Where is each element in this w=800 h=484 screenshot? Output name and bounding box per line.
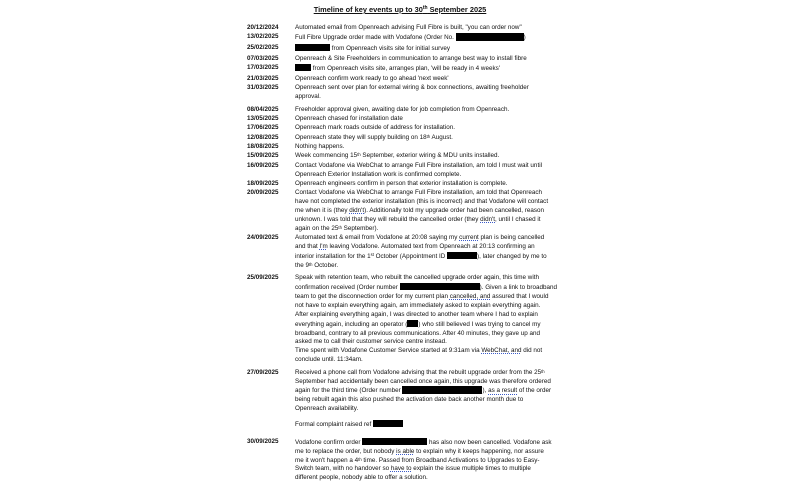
event-description: Openreach chased for installation date [295, 114, 403, 122]
event-description: Week commencing 15th September, exterior wiring & MDU units installed. [295, 152, 500, 160]
event-description: Openreach sent over plan for external wiring & box connections, awaiting freeholder approval. [295, 83, 529, 100]
timeline-row [0, 55, 800, 64]
event-date: 25/09/2025 [247, 274, 279, 282]
event-description: Contact Vodafone via WebChat to arrange Full Fibre installation, am told I must wait until Openreach Exterior Installation work is confirmed complete. [295, 161, 542, 178]
event-date: 21/03/2025 [247, 74, 279, 82]
event-description: from Openreach visits site, arranges plan, 'will be ready in 4 weeks' [295, 64, 550, 74]
event-date: 16/09/2025 [247, 161, 279, 169]
timeline-row [0, 189, 800, 233]
event-date: 07/03/2025 [247, 54, 279, 62]
timeline-row [0, 134, 800, 143]
event-date: 24/09/2025 [247, 234, 279, 241]
event-date: 13/05/2025 [247, 114, 279, 122]
timeline-row [0, 143, 800, 152]
timeline-row [0, 438, 800, 483]
event-description: Received a phone call from Vodafone advising that the rebuilt upgrade order from the 25th September had accidentally been cancelled once again, this upgrade was therefore ordered again for the third time (Order number ), as a result of the order being rebuilt again this also pushed the activation date back another month due to Openreach availability. Formal complaint raised ref [295, 368, 552, 429]
redacted-block [295, 44, 330, 51]
event-date: 18/08/2025 [247, 143, 279, 151]
timeline [0, 24, 800, 484]
timeline-row [0, 75, 800, 84]
event-description: Speak with retention team, who rebuilt the cancelled upgrade order again, this time with confirmation received (Order number ). Given a link to broadband team to get the disconnection order for my current plan cancelled, and assured that I would not have to explain everything again, am immediately asked to explain everything again. After explaining everything again, I was directed to another team where I had to explain everything again, including an operator ( ) who still believed I was trying to cancel my broadband, contrary to all previous communications. After 40 minutes, they gave up and asked me to call their customer service centre instead. Time spent with Vodafone Customer Service started at 9:31am via WebChat, and did not conclude until. 11:34am. [295, 274, 557, 363]
event-date: 13/02/2025 [247, 33, 279, 41]
timeline-row [0, 180, 800, 189]
event-date: 08/04/2025 [247, 105, 279, 113]
event-date: 31/03/2025 [247, 83, 279, 91]
event-date: 18/09/2025 [247, 180, 279, 188]
timeline-row [0, 369, 800, 430]
redacted-block [362, 438, 427, 445]
event-date: 12/08/2025 [247, 133, 279, 141]
event-description: Nothing happens. [295, 143, 345, 151]
event-date: 20/09/2025 [247, 189, 279, 197]
timeline-row [0, 24, 800, 33]
timeline-row [0, 274, 800, 364]
event-description: Contact Vodafone via WebChat to arrange Full Fibre installation, am told that Openreach have not completed the exterior installation (this is incorrect) and that Vodafone will contact me when it is (they didn't). Additionally told my upgrade order had been cancelled, reason unknown. I was told that they will rebuild the cancelled order (they didn't, until I chased it again on the 25th September). [295, 189, 549, 232]
event-date: 17/03/2025 [247, 63, 279, 71]
redacted-block [402, 386, 482, 393]
redacted-block [400, 283, 480, 290]
event-description: Automated text & email from Vodafone at 20:08 saying my current plan is being cancelled and that I'm leaving Vodafone. Automated text from Openreach at 20:13 confirming an interior installation for the 1st October (Appointment ID ), later changed by me to the 9th October. [295, 234, 547, 269]
redacted-block [447, 252, 477, 259]
event-date: 20/12/2024 [247, 24, 279, 31]
timeline-row [0, 33, 800, 43]
timeline-row [0, 115, 800, 124]
event-date: 17/06/2025 [247, 124, 279, 132]
event-date: 27/09/2025 [247, 368, 279, 376]
timeline-row [0, 152, 800, 161]
redacted-block [456, 33, 524, 40]
event-description: Openreach confirm work ready to go ahead 'next week' [295, 74, 449, 82]
redacted-block [407, 320, 418, 327]
event-description: Openreach & Site Freeholders in communication to arrange best way to install fibre [295, 54, 527, 62]
event-date: 15/09/2025 [247, 152, 279, 160]
timeline-row [0, 124, 800, 133]
event-description: Full Fibre Upgrade order made with Vodafone (Order No. ) [295, 34, 526, 42]
event-description: Openreach engineers confirm in person that exterior installation is complete. [295, 180, 508, 188]
event-description: Automated email from Openreach advising Full Fibre is built, "you can order now" [295, 24, 522, 31]
event-date: 25/02/2025 [247, 43, 279, 51]
event-description: from Openreach visits site for initial survey [295, 44, 550, 54]
timeline-row [0, 64, 800, 74]
timeline-row [0, 44, 800, 54]
timeline-row [0, 84, 800, 102]
timeline-row [0, 162, 800, 180]
event-description: Freeholder approval given, awaiting date for job completion from Openreach. [295, 105, 510, 113]
timeline-row [0, 106, 800, 115]
timeline-row [0, 234, 800, 270]
document-title: Timeline of key events up to 30th September 2025 [313, 5, 487, 14]
event-date: 30/09/2025 [247, 437, 279, 445]
redacted-block [295, 64, 311, 71]
redacted-block [373, 420, 403, 427]
event-description: Openreach state they will supply building on 18th August. [295, 133, 453, 141]
event-description: Vodafone confirm order has also now been cancelled. Vodafone ask me to replace the order, but nobody is able to explain why it keeps happening, nor assure me it won't happen a 4th time. Passed from Broadband Activations to Upgrades to Easy- Switch team, with no handover so have to explain the issue multiple times to multiple different people, nobody able to offer a solution. [295, 439, 552, 482]
event-description: Openreach mark roads outside of address for installation. [295, 124, 455, 132]
